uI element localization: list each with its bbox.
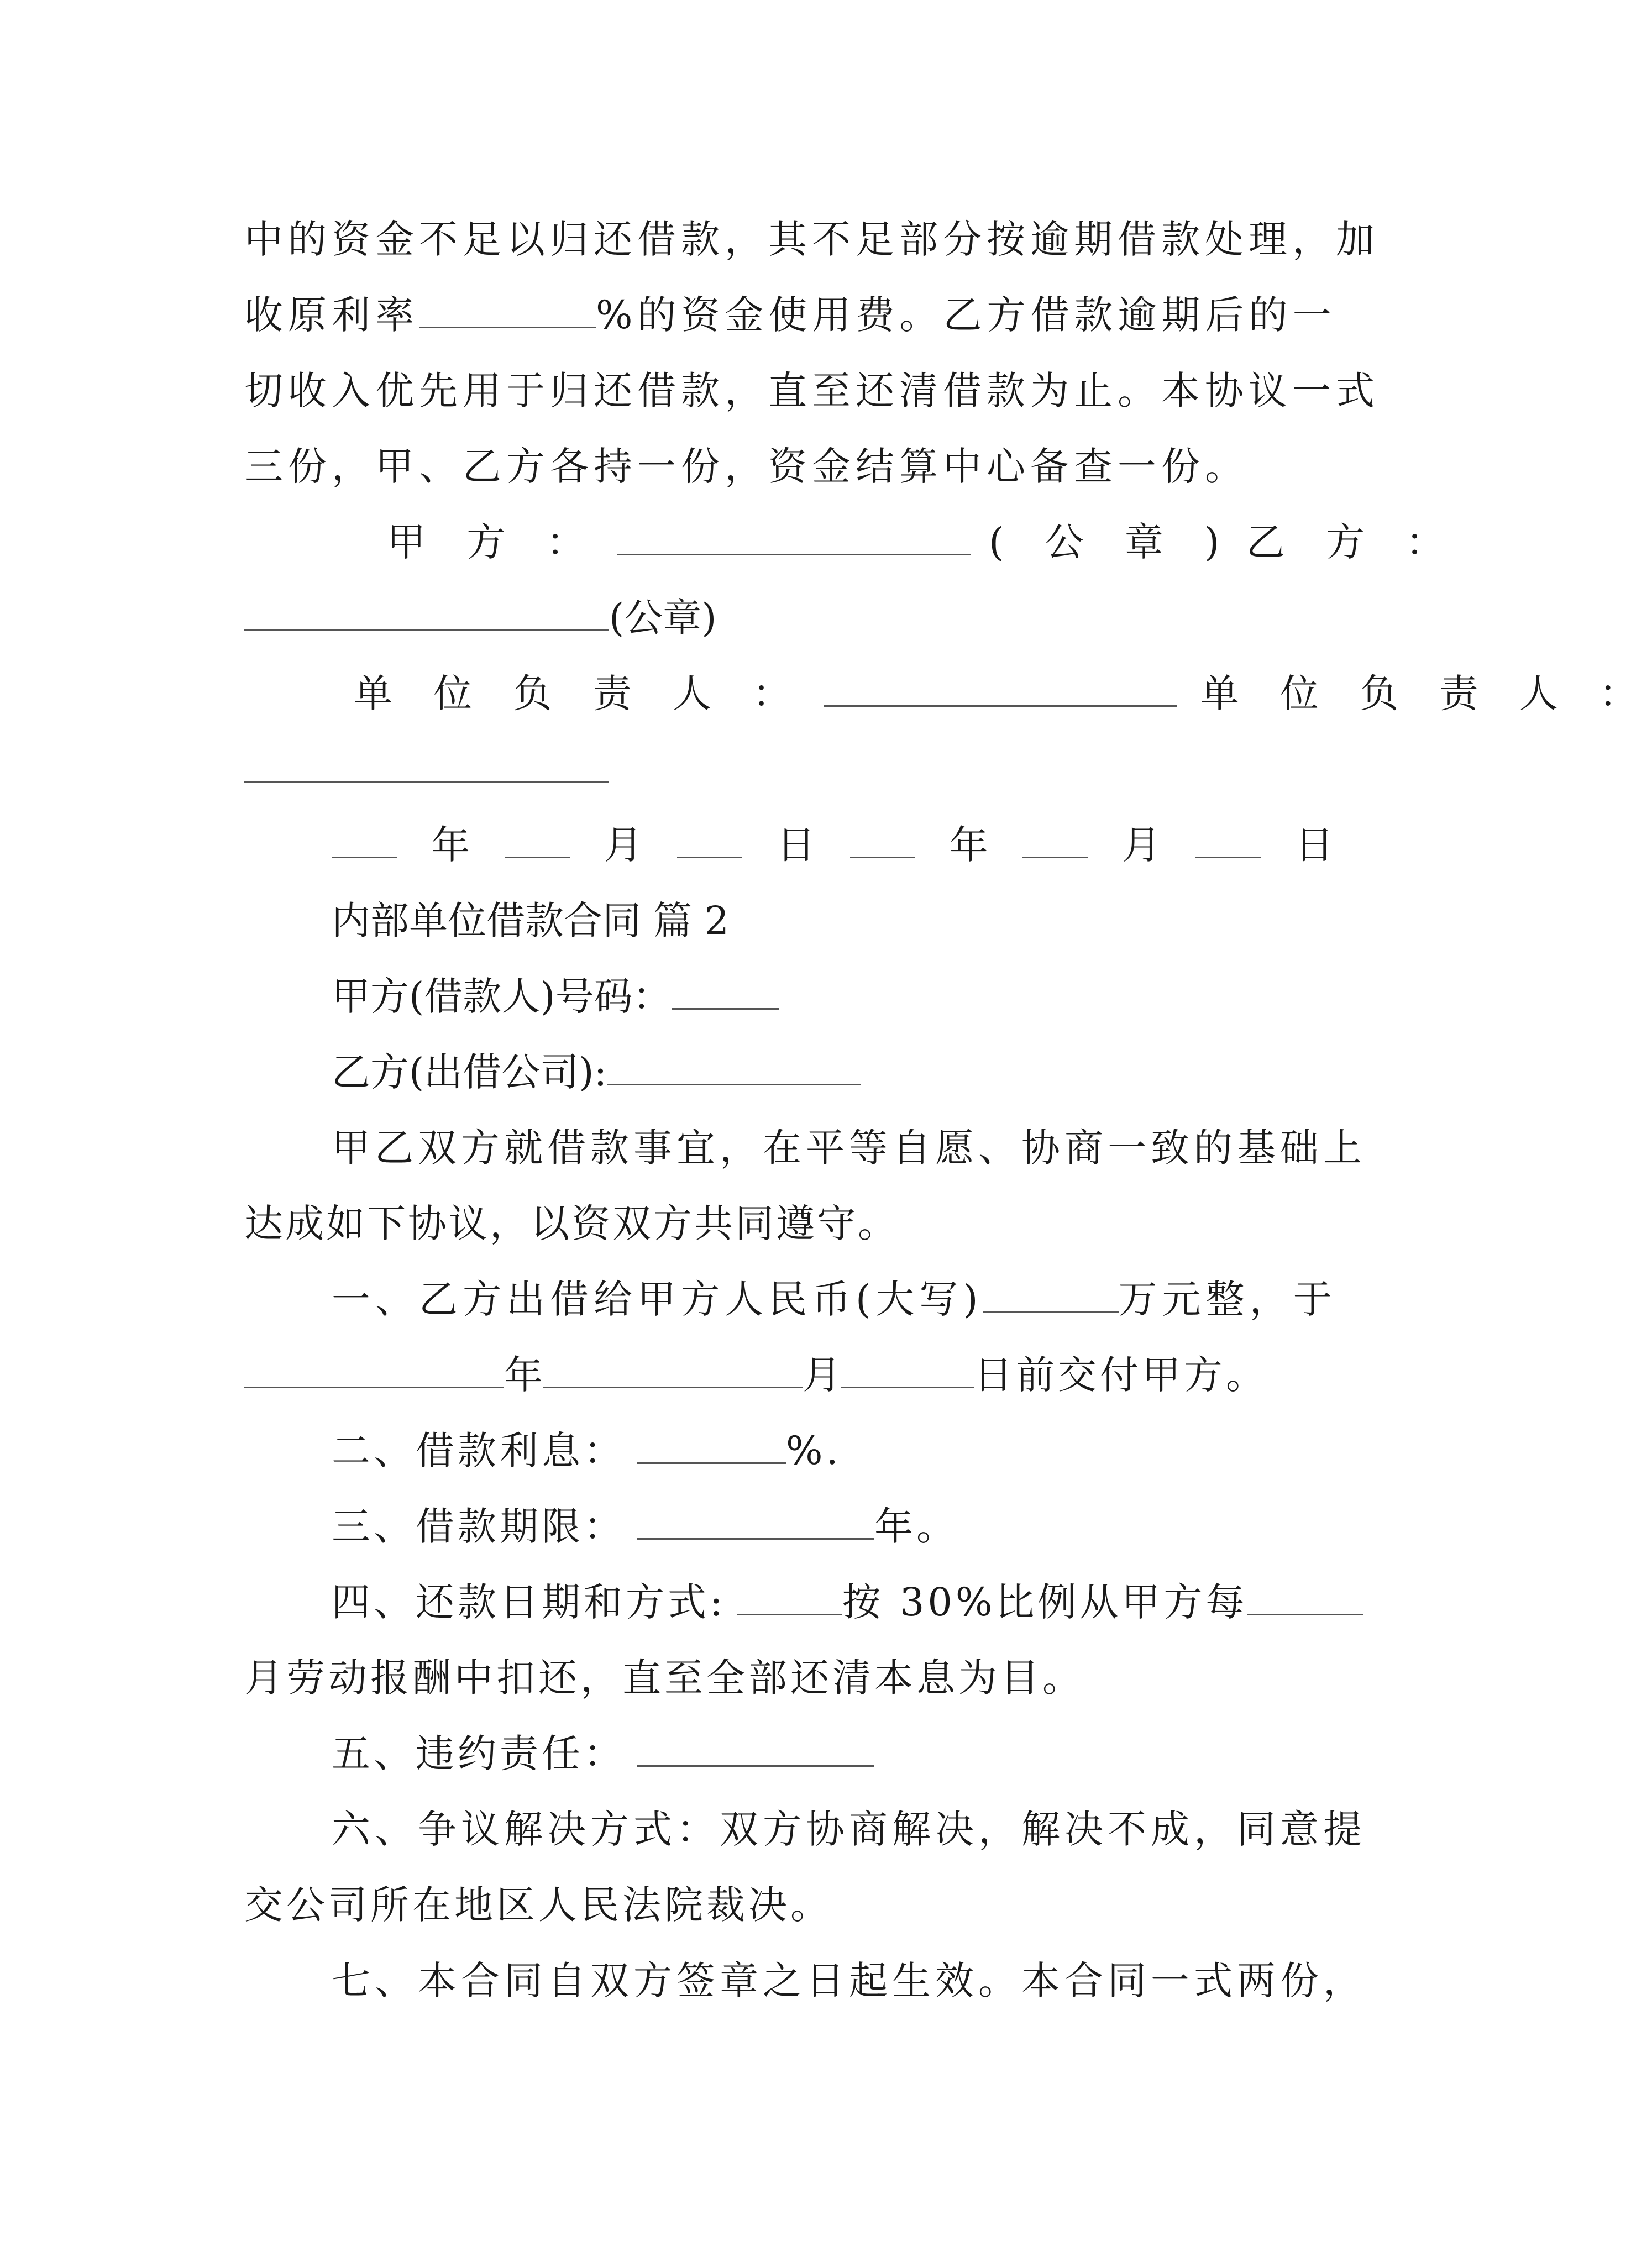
clause-6-line <box>332 1804 1366 1854</box>
date-blank <box>505 822 570 858</box>
party-b-label: 乙 方 ： <box>1246 519 1459 565</box>
text: 三份，甲、乙方各持一份，资金结算中心备查一份。 <box>244 444 1249 489</box>
day-blank <box>841 1352 974 1388</box>
date-blank <box>850 822 915 858</box>
party-b-name-blank <box>607 1049 861 1085</box>
section-title <box>332 896 729 946</box>
month-blank <box>543 1352 803 1388</box>
date-blank <box>677 822 742 858</box>
responsible-a-label: 单 位 负 责 人 ： <box>354 671 806 716</box>
party-a-line <box>332 972 779 1021</box>
responsible-person-line <box>354 669 1652 718</box>
party-a-blank <box>617 519 971 555</box>
text: 按 30%比例从甲方每 <box>842 1579 1248 1625</box>
text: 甲乙双方就借款事宜，在平等自愿、协商一致的基础上 <box>332 1125 1366 1171</box>
party-a-label: 甲 方 ： <box>387 519 600 565</box>
clause-1-date-line <box>244 1350 1268 1400</box>
text: %. <box>786 1428 842 1473</box>
date-blank <box>1022 822 1088 858</box>
clause-3-line <box>332 1502 958 1551</box>
paragraph-line <box>244 290 1336 340</box>
day-label: 日 <box>1294 822 1334 868</box>
date-blank <box>332 822 397 858</box>
text: 四、还款日期和方式: <box>332 1579 726 1625</box>
party-b-blank <box>244 595 609 631</box>
party-b-signature-line <box>244 593 717 643</box>
period-blank <box>1247 1579 1363 1615</box>
paragraph-line <box>244 442 1249 491</box>
year-blank <box>244 1352 504 1388</box>
clause-5-line <box>332 1729 874 1778</box>
repayment-date-blank <box>737 1579 842 1615</box>
date-blank <box>1195 822 1261 858</box>
text: 中的资金不足以归还借款，其不足部分按逾期借款处理，加 <box>244 217 1380 262</box>
text: 交公司所在地区人民法院裁决。 <box>244 1882 832 1928</box>
text: 六、争议解决方式：双方协商解决，解决不成，同意提 <box>332 1807 1366 1852</box>
text: 甲方(借款人)号码： <box>332 974 672 1019</box>
text: 收原利率 <box>244 292 419 338</box>
text: 二、借款利息： <box>332 1428 626 1473</box>
seal-b-label: (公章) <box>609 595 717 641</box>
text: 切收入优先用于归还借款，直至还清借款为止。本协议一式 <box>244 368 1380 413</box>
interest-rate-blank <box>419 292 596 328</box>
text: 年。 <box>874 1504 958 1549</box>
interest-blank <box>637 1428 786 1464</box>
date-line <box>332 820 1356 870</box>
party-a-signature-line <box>387 517 1459 567</box>
month-label: 月 <box>1122 822 1161 868</box>
clause-7-line <box>332 1956 1366 2006</box>
liability-blank <box>637 1731 874 1767</box>
clause-2-line <box>332 1426 842 1476</box>
text: 达成如下协议，以资双方共同遵守。 <box>244 1201 899 1246</box>
responsible-a-blank <box>824 671 1177 707</box>
clause-4-line <box>332 1577 1363 1627</box>
month-label: 月 <box>604 822 643 868</box>
responsible-b-label: 单 位 负 责 人 ： <box>1200 671 1652 716</box>
term-blank <box>637 1504 874 1540</box>
text: 一、乙方出借给甲方人民币(大写) <box>332 1277 983 1322</box>
text: 内部单位借款合同 篇 2 <box>332 898 730 943</box>
paragraph-line <box>244 1880 832 1930</box>
text: 日前交付甲方。 <box>974 1352 1268 1398</box>
paragraph-line <box>332 1123 1366 1173</box>
amount-blank <box>983 1277 1119 1313</box>
text: 月劳动报酬中扣还，直至全部还清本息为目。 <box>244 1655 1084 1701</box>
seal-a-label: ( 公 章 ) <box>989 519 1234 565</box>
year-label: 年 <box>949 822 988 868</box>
paragraph-line <box>244 1653 1084 1703</box>
text: 七、本合同自双方签章之日起生效。本合同一式两份， <box>332 1958 1366 2003</box>
text: 月 <box>803 1352 841 1398</box>
text: 万元整，于 <box>1118 1277 1337 1322</box>
responsible-b-blank-line <box>244 744 609 794</box>
party-b-line <box>332 1047 861 1097</box>
paragraph-line <box>244 1199 899 1248</box>
party-a-number-blank <box>672 974 779 1010</box>
responsible-b-blank <box>244 747 609 783</box>
text: 三、借款期限： <box>332 1504 626 1549</box>
text: %的资金使用费。乙方借款逾期后的一 <box>596 292 1336 338</box>
year-label: 年 <box>431 822 470 868</box>
text: 五、违约责任： <box>332 1731 626 1776</box>
text: 年 <box>504 1352 543 1398</box>
paragraph-line <box>244 214 1380 264</box>
text: 乙方(出借公司): <box>332 1049 607 1095</box>
day-label: 日 <box>777 822 816 868</box>
clause-1-line <box>332 1274 1337 1324</box>
paragraph-line <box>244 366 1380 416</box>
